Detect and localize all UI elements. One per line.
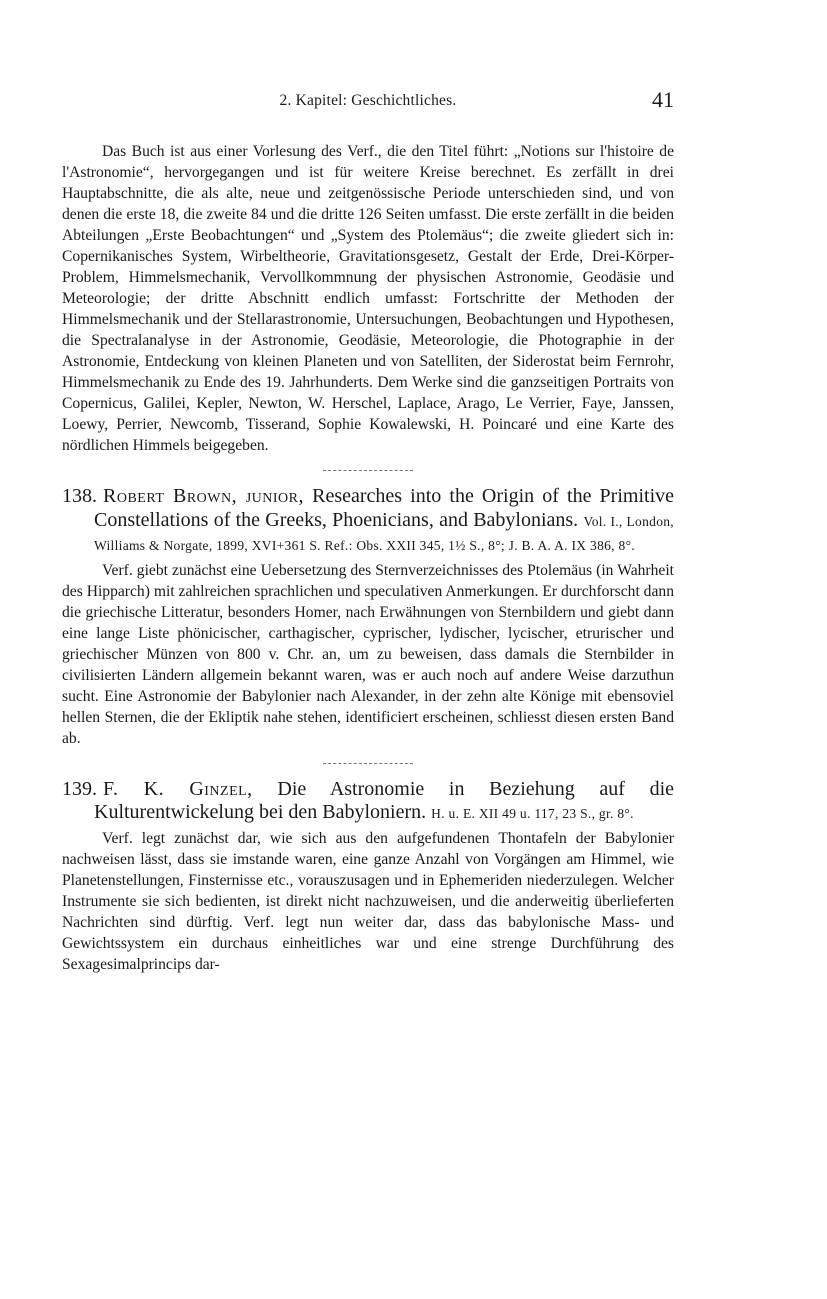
page-number: 41 — [652, 87, 674, 112]
entry-138 — [62, 485, 674, 749]
entry-heading — [62, 485, 674, 558]
page-header — [62, 87, 674, 122]
section-divider — [323, 763, 413, 764]
entry-number: 139. — [62, 777, 97, 800]
entry-author: Robert Brown, junior, — [103, 485, 304, 507]
entry-title: Die Astronomie in Beziehung auf die Kulturentwickelung bei den Babyloniern. — [94, 777, 675, 823]
entry-meta: H. u. E. XII 49 u. 117, 23 S., gr. 8°. — [431, 806, 634, 821]
entry-meta: Vol. I., London, Williams & Norgate, 1899, XVI+361 S. Ref.: Obs. XXII 345, 1½ S., 8°; J. B. A. A. IX 386, 8°. — [94, 513, 674, 553]
intro-paragraph: Das Buch ist aus einer Vorlesung des Verf., die den Titel führt: „Notions sur l'histoire de l'Astronomie“, hervorgegangen und ist für weitere Kreise berechnet. Es zerfällt in drei Hauptabschnitte, die als alte, neue und zeitgenössische Periode unterschieden sind, und von denen die erste 18, die zweite 84 und die dritte 126 Seiten umfasst. Die erste zerfällt in die beiden Abteilungen „Erste Beobachtungen“ und „System des Ptolemäus“; die zweite gliedert sich in: Copernikanisches System, Wirbeltheorie, Gravitationsgesetz, Gestalt der Erde, Drei-Körper-Problem, Himmelsmechanik, Vervollkommnung der physischen Astronomie, Geodäsie und Meteorologie; der dritte Abschnitt endlich umfasst: Fortschritte der Methoden der Himmelsmechanik und der Stellarastronomie, Untersuchungen, Beobachtungen und Hypothesen, die Spectralanalyse in der Astronomie, Geodäsie, Meteorologie, die Photographie in der Astronomie, Entdeckung von kleinen Planeten und von Satelliten, der Siderostat beim Fernrohr, Himmelsmechanik zu Ende des 19. Jahrhunderts. Dem Werke sind die ganzseitigen Portraits von Copernicus, Galilei, Kepler, Newton, W. Herschel, Laplace, Arago, Le Verrier, Faye, Janssen, Loewy, Perrier, Newcomb, Tisserand, Sophie Kowalewski, H. Poincaré und eine Karte des nördlichen Himmels beigegeben. — [62, 143, 674, 454]
section-divider — [323, 470, 413, 471]
entry-body: Verf. legt zunächst dar, wie sich aus den aufgefundenen Thontafeln der Babylonier nachweisen lässt, dass sie imstande waren, eine ganze Anzahl von Vorgängen am Himmel, wie Planetenstellungen, Finsternisse etc., vorauszusagen und in Ephemeriden niederzulegen. Welcher Instrumente sie sich bedienten, ist direkt nicht nachzuweisen, und die anderweitig überlieferten Nachrichten sind dürftig. Verf. legt nun weiter dar, dass das babylonische Mass- und Gewichtssystem ein durchaus einheitliches war und eine strenge Durchführung des Sexagesimalprincips dar- — [62, 829, 674, 973]
book-page — [62, 87, 675, 975]
entry-author: F. K. Ginzel, — [103, 777, 253, 800]
entry-139 — [62, 778, 674, 975]
entry-heading — [62, 778, 674, 826]
entry-body: Verf. giebt zunächst eine Uebersetzung des Sternverzeichnisses des Ptolemäus (in Wahrheit des Hipparch) mit zahlreichen sprachlichen und speculativen Anmerkungen. Er durchforscht dann die griechische Litteratur, besonders Homer, nach Erwähnungen von Sternbildern und giebt dann eine lange Liste phönicischer, carthagischer, cyprischer, lydischer, lycischer, etrurischer und griechischer Münzen von 800 v. Chr. an, um zu beweisen, dass damals die Sternbilder in civilisierten Ländern allgemein bekannt waren, was er auch noch auf andere Weise darzuthun sucht. Eine Astronomie der Babylonier nach Alexander, in der zehn alte Könige mit ebensoviel hellen Sternen, die der Ekliptik nahe stehen, identificiert erscheinen, schliesst diesen ersten Band ab. — [62, 561, 674, 747]
entry-number: 138. — [62, 485, 97, 507]
running-title: 2. Kapitel: Geschichtliches. — [279, 92, 457, 109]
entry-title: Researches into the Origin of the Primitive Constellations of the Greeks, Phoenicians, and Babylonians. — [94, 485, 674, 531]
